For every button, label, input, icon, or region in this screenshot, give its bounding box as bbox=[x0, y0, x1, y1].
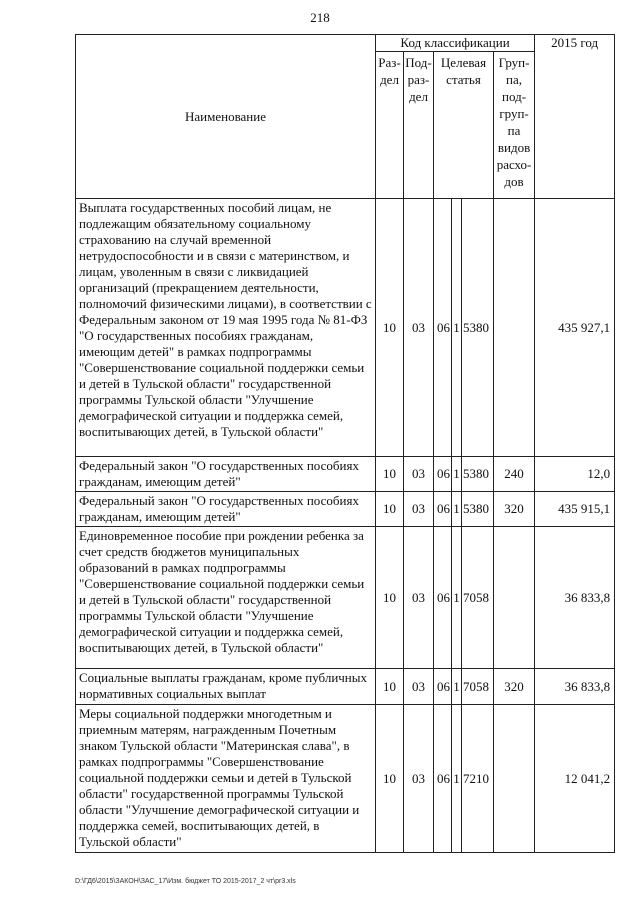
header-subsection: Под-раз-дел bbox=[404, 52, 434, 199]
row-amount: 12 041,2 bbox=[535, 705, 615, 853]
row-target-code: 7058 bbox=[462, 669, 494, 705]
table-row bbox=[76, 199, 615, 457]
row-name: Федеральный закон "О государственных пособиях гражданам, имеющим детей" bbox=[76, 457, 376, 492]
row-subsection: 03 bbox=[404, 492, 434, 527]
row-target-subprogram: 1 bbox=[452, 669, 462, 705]
row-group: 240 bbox=[494, 457, 535, 492]
row-amount: 36 833,8 bbox=[535, 669, 615, 705]
row-group: 320 bbox=[494, 492, 535, 527]
row-target-program: 06 bbox=[434, 457, 452, 492]
header-name: Наименование bbox=[76, 35, 376, 199]
row-subsection: 03 bbox=[404, 669, 434, 705]
page-number: 218 bbox=[310, 10, 330, 25]
row-target-code: 7058 bbox=[462, 527, 494, 669]
row-name: Единовременное пособие при рождении ребенка за счет средств бюджетов муниципальных образований в рамках подпрограммы "Совершенствование социальной поддержки семьи и детей в Тульской области" государственной программы Тульской области "Улучшение демографической ситуации и поддержка семей, воспитывающих детей, в Тульской области" bbox=[76, 527, 376, 669]
row-name: Выплата государственных пособий лицам, не подлежащим обязательному социальному страхованию на случай временной нетрудоспособности и в связи с материнством, и лицам, уволенным в связи с ликвидацией организаций (прекращением деятельности, полномочий физическими лицами), в соответствии с Федеральным законом от 19 мая 1995 года № 81-ФЗ "О государственных пособиях гражданам, имеющим детей" в рамках подпрограммы "Совершенствование социальной поддержки семьи и детей в Тульской области" государственной программы Тульской области "Улучшение демографической ситуации и поддержка семей, воспитывающих детей, в Тульской области" bbox=[76, 199, 376, 457]
row-section: 10 bbox=[376, 492, 404, 527]
row-name: Социальные выплаты гражданам, кроме публичных нормативных социальных выплат bbox=[76, 669, 376, 705]
table-row bbox=[76, 669, 615, 705]
row-target-program: 06 bbox=[434, 492, 452, 527]
row-section: 10 bbox=[376, 527, 404, 669]
row-amount: 435 927,1 bbox=[535, 199, 615, 457]
row-subsection: 03 bbox=[404, 199, 434, 457]
row-target-subprogram: 1 bbox=[452, 705, 462, 853]
row-target-subprogram: 1 bbox=[452, 457, 462, 492]
row-subsection: 03 bbox=[404, 457, 434, 492]
row-target-subprogram: 1 bbox=[452, 199, 462, 457]
footer-file-path: D:\ГД6\2015\ЗАКОН\ЗАС_17\Изм. бюджет ТО 2015-2017_2 чт\pr3.xls bbox=[75, 878, 296, 885]
row-target-program: 06 bbox=[434, 527, 452, 669]
row-target-program: 06 bbox=[434, 669, 452, 705]
row-target-code: 5380 bbox=[462, 457, 494, 492]
row-group bbox=[494, 527, 535, 669]
header-section: Раз-дел bbox=[376, 52, 404, 199]
row-amount: 12,0 bbox=[535, 457, 615, 492]
header-target: Целевая статья bbox=[434, 52, 494, 199]
header-classification: Код классификации bbox=[376, 35, 535, 52]
table-row bbox=[76, 457, 615, 492]
row-target-subprogram: 1 bbox=[452, 492, 462, 527]
row-section: 10 bbox=[376, 669, 404, 705]
row-target-program: 06 bbox=[434, 199, 452, 457]
header-group: Груп-па, под-груп-па видов расхо-дов bbox=[494, 52, 535, 199]
row-group bbox=[494, 705, 535, 853]
budget-table bbox=[75, 34, 615, 853]
row-section: 10 bbox=[376, 199, 404, 457]
row-target-code: 5380 bbox=[462, 199, 494, 457]
row-group bbox=[494, 199, 535, 457]
row-name: Меры социальной поддержки многодетным и приемным матерям, награжденным Почетным знаком Тульской области "Материнская слава", в рамках подпрограммы "Совершенствование социальной поддержки семьи и детей в Тульской области" государственной программы Тульской области "Улучшение демографической ситуации и поддержка семей, воспитывающих детей, в Тульской области" bbox=[76, 705, 376, 853]
row-target-subprogram: 1 bbox=[452, 527, 462, 669]
row-target-code: 5380 bbox=[462, 492, 494, 527]
row-subsection: 03 bbox=[404, 705, 434, 853]
row-target-program: 06 bbox=[434, 705, 452, 853]
table-row bbox=[76, 705, 615, 853]
row-section: 10 bbox=[376, 457, 404, 492]
row-target-code: 7210 bbox=[462, 705, 494, 853]
row-subsection: 03 bbox=[404, 527, 434, 669]
table-row bbox=[76, 527, 615, 669]
header-year: 2015 год bbox=[535, 35, 615, 199]
row-group: 320 bbox=[494, 669, 535, 705]
row-name: Федеральный закон "О государственных пособиях гражданам, имеющим детей" bbox=[76, 492, 376, 527]
row-section: 10 bbox=[376, 705, 404, 853]
row-amount: 36 833,8 bbox=[535, 527, 615, 669]
table-row bbox=[76, 492, 615, 527]
row-amount: 435 915,1 bbox=[535, 492, 615, 527]
